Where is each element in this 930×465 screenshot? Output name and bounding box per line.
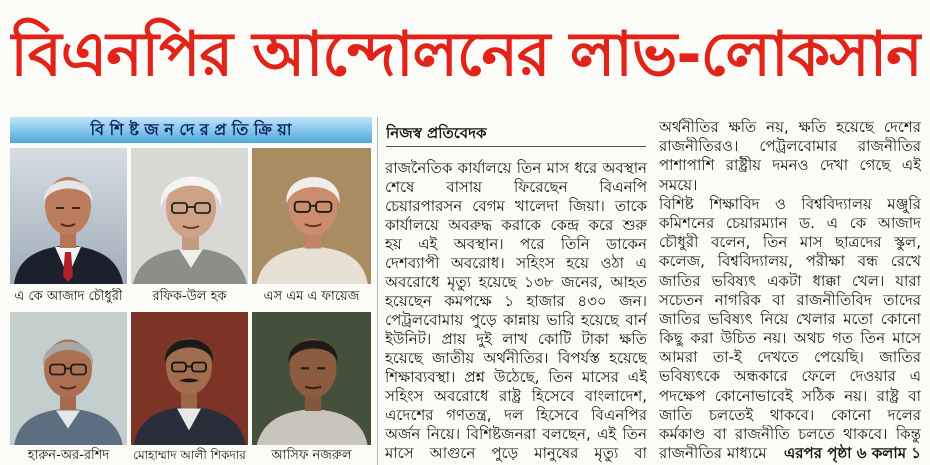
column-divider	[377, 117, 378, 465]
article-line: সচেতন নাগরিক বা রাজনীতিবিদ তাদের	[659, 290, 921, 309]
portrait-image	[10, 312, 127, 445]
portrait-image	[131, 148, 248, 284]
portrait-photo-3	[252, 148, 371, 284]
article-column-1	[385, 159, 647, 463]
portrait-caption: এ কে আজাদ চৌধুরী	[14, 289, 123, 304]
article-line: কিছু করা উচিত নয়। অথচ গত তিন মাসে	[659, 329, 921, 348]
portrait-photo-4	[10, 312, 127, 445]
continuation-jump-link[interactable]: এরপর পৃষ্ঠা ৬ কলাম ১	[783, 444, 921, 463]
article-column-2	[659, 118, 921, 463]
article-line: চেয়ারপারসন বেগম খালেদা জিয়া। তাকে	[385, 197, 647, 215]
article-line: কমিশনের চেয়ারম্যান ড. এ কে আজাদ	[659, 213, 921, 232]
article-line: কলেজ, বিশ্ববিদ্যালয়, পরীক্ষা বন্ধ রেখে	[659, 252, 921, 271]
article-line: শেষে বাসায় ফিরেছেন বিএনপি	[385, 178, 647, 196]
byline: নিজস্ব প্রতিবেদক	[386, 122, 646, 147]
article-line: কার্যালয়ে অবরুদ্ধ করাকে কেন্দ্র করে শুরু	[385, 216, 647, 234]
article-line: কর্মকাণ্ড বা রাজনীতি চলতে থাকবে। কিন্তু	[659, 425, 921, 443]
portrait-photo-6	[252, 312, 371, 445]
portrait-caption: রফিক-উল হক	[152, 289, 227, 304]
article-line: অর্জন নিয়ে। বিশিষ্টজনরা বলছেন, এই তিন	[385, 425, 647, 443]
article-line: জাতির ভবিষ্যৎ একটা ধাক্কা খেল। যারা	[659, 271, 921, 290]
reactions-banner: বি শি ষ্ট জ ন দে র প্র তি ক্রি য়া	[10, 117, 372, 143]
headline: বিএনপির আন্দোলনের লাভ-লোকসান	[10, 19, 922, 90]
article-line: পাশাপাশি রাষ্ট্রীয় দমনও দেখা গেছে এই	[659, 156, 921, 175]
article-line: ভবিষ্যৎকে অন্ধকারে ফেলে দেওয়ার এ	[659, 367, 921, 386]
article-line: পেট্রলবোমায় পুড়ে কান্নায় ভারি হয়েছে বার্ন	[385, 311, 647, 329]
article-line: রাজনৈতিক কার্যালয়ে তিন মাস ধরে অবস্থান	[385, 159, 647, 177]
article-line: মাসে আগুনে পুড়ে মানুষের মৃত্যু বা	[385, 444, 647, 462]
article-line: সহিংস অবরোধে রাষ্ট্র হিসেবে বাংলাদেশ,	[385, 387, 647, 405]
article-line: আমরা তা-ই দেখতে পেয়েছি। জাতির	[659, 348, 921, 367]
portrait-photo-1	[10, 148, 127, 284]
article-line: হয় এই অবস্থান। পরে তিনি ডাকেন	[385, 235, 647, 253]
article-line: বিশিষ্ট শিক্ষাবিদ ও বিশ্ববিদ্যালয় মঞ্জুরি	[659, 194, 921, 213]
portrait-image	[131, 312, 248, 445]
article-line: দেশব্যাপী অবরোধ। সহিংস হয়ে ওঠা এ	[385, 254, 647, 272]
portrait-caption: হারুন-অর-রশিদ	[27, 448, 110, 463]
portrait-photo-5	[131, 312, 248, 445]
article-line: অর্থনীতির ক্ষতি নয়, ক্ষতি হয়েছে দেশের	[659, 118, 921, 136]
portrait-caption: এস এম এ ফায়েজ	[263, 289, 360, 304]
article-line: সময়ে।	[659, 175, 698, 194]
portrait-caption: আসিফ নজরুল	[271, 448, 352, 463]
article-line: জাতির ভবিষ্যৎ নিয়ে খেলার মতো কোনো	[659, 309, 921, 328]
article-line: রাজনীতিরও। পেট্রলবোমার রাজনীতির	[659, 137, 921, 156]
article-line: ইউনিট। প্রায় দুই লাখ কোটি টাকা ক্ষতি	[385, 330, 647, 348]
article-line: চৌধুরী বলেন, তিন মাস ছাত্রদের স্কুল,	[659, 233, 921, 252]
article-line: শিক্ষাব্যবস্থা। প্রশ্ন উঠেছে, তিন মাসের এই	[385, 368, 647, 386]
article-line: এদেশের গণতন্ত্র, দল হিসেবে বিএনপির	[385, 406, 647, 424]
portrait-image	[10, 148, 127, 284]
article-line: হয়েছে জাতীয় অর্থনীতির। বিপর্যস্ত হয়েছে	[385, 349, 647, 367]
article-line: হয়েছেন কমপক্ষে ১ হাজার ৪৩০ জন।	[385, 292, 647, 310]
article-line: পদক্ষেপ কোনোভাবেই সঠিক নয়। রাষ্ট্র বা	[659, 386, 921, 405]
portrait-image	[252, 148, 371, 284]
portrait-caption: মোহাম্মাদ আলী শিকদার	[133, 448, 246, 462]
article-line: জাতি চলতেই থাকবে। কোনো দলের	[659, 405, 921, 424]
portrait-image	[252, 312, 371, 445]
portrait-photo-2	[131, 148, 248, 284]
article-last-line	[659, 444, 921, 463]
article-line: অবরোধে মৃত্যু হয়েছে ১৩৮ জনের, আহত	[385, 273, 647, 291]
article-line-text: রাজনীতির মাধ্যমে	[659, 444, 767, 463]
